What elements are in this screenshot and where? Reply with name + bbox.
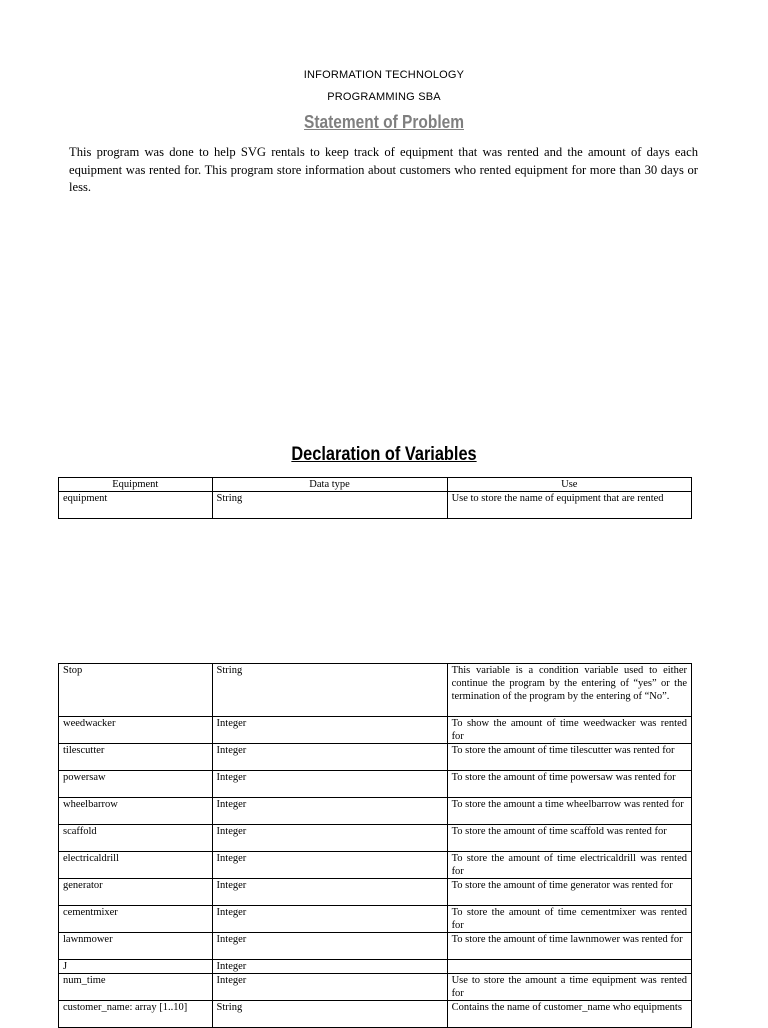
table-row — [59, 492, 692, 519]
assignment-heading: PROGRAMMING SBA — [327, 91, 441, 103]
variable-use: To store the amount of time cementmixer was rented for — [447, 906, 691, 933]
variable-use: Contains the name of customer_name who equipments — [447, 1001, 691, 1028]
variable-use: To store the amount of time electricaldrill was rented for — [447, 852, 691, 879]
declaration-title: Declaration of Variables — [291, 444, 477, 465]
table-row — [59, 771, 692, 798]
variable-name: cementmixer — [59, 906, 213, 933]
subject-heading: INFORMATION TECHNOLOGY — [303, 69, 465, 81]
table-row — [59, 906, 692, 933]
table-row — [59, 879, 692, 906]
variable-type: Integer — [212, 825, 447, 852]
column-header-use: Use — [447, 478, 691, 492]
variable-use: To store the amount of time tilescutter was rented for — [447, 744, 691, 771]
variable-name: lawnmower — [59, 933, 213, 960]
variable-use: To store the amount of time lawnmower was rented for — [447, 933, 691, 960]
variable-type: Integer — [212, 744, 447, 771]
variable-name: num_time — [59, 974, 213, 1001]
variable-type: Integer — [212, 906, 447, 933]
variable-use: To store the amount a time wheelbarrow was rented for — [447, 798, 691, 825]
variable-name: J — [59, 960, 213, 974]
variable-type: Integer — [212, 879, 447, 906]
variables-table-header — [58, 477, 692, 519]
variable-use: Use to store the name of equipment that are rented — [447, 492, 691, 519]
variable-use: Use to store the amount a time equipment was rented for — [447, 974, 691, 1001]
statement-paragraph: This program was done to help SVG rentals to keep track of equipment that was rented and the amount of days each equipment was rented for. This program store information about customers who rented equipment for more than 30 days or less. — [69, 145, 698, 194]
variable-use: To store the amount of time generator was rented for — [447, 879, 691, 906]
table-row — [59, 744, 692, 771]
variable-name: tilescutter — [59, 744, 213, 771]
variable-use — [447, 960, 691, 974]
variable-name: wheelbarrow — [59, 798, 213, 825]
table-row — [59, 825, 692, 852]
variable-use: To show the amount of time weedwacker was rented for — [447, 717, 691, 744]
variable-use: This variable is a condition variable used to either continue the program by the entering of “yes” or the termination of the program by the entering of “No”. — [447, 664, 691, 717]
variable-type: Integer — [212, 852, 447, 879]
statement-title: Statement of Problem — [304, 112, 464, 132]
table-row — [59, 974, 692, 1001]
variable-name: powersaw — [59, 771, 213, 798]
table-row — [59, 960, 692, 974]
variable-type: String — [212, 1001, 447, 1028]
table-row — [59, 852, 692, 879]
variable-type: String — [212, 664, 447, 717]
column-header-equipment: Equipment — [59, 478, 213, 492]
variable-name: Stop — [59, 664, 213, 717]
table-row — [59, 1001, 692, 1028]
column-header-data-type: Data type — [212, 478, 447, 492]
variable-name: customer_name: array [1..10] — [59, 1001, 213, 1028]
variable-type: Integer — [212, 771, 447, 798]
variable-type: Integer — [212, 933, 447, 960]
variable-type: Integer — [212, 717, 447, 744]
variable-type: Integer — [212, 974, 447, 1001]
variable-name: electricaldrill — [59, 852, 213, 879]
variable-type: String — [212, 492, 447, 519]
variable-use: To store the amount of time scaffold was rented for — [447, 825, 691, 852]
variable-name: equipment — [59, 492, 213, 519]
variable-name: weedwacker — [59, 717, 213, 744]
variable-type: Integer — [212, 960, 447, 974]
table-row — [59, 717, 692, 744]
table-header-row — [59, 478, 692, 492]
variable-use: To store the amount of time powersaw was rented for — [447, 771, 691, 798]
variables-table-continued — [58, 663, 692, 1028]
table-row — [59, 798, 692, 825]
table-row — [59, 933, 692, 960]
table-row — [59, 664, 692, 717]
variable-type: Integer — [212, 798, 447, 825]
variable-name: scaffold — [59, 825, 213, 852]
variable-name: generator — [59, 879, 213, 906]
